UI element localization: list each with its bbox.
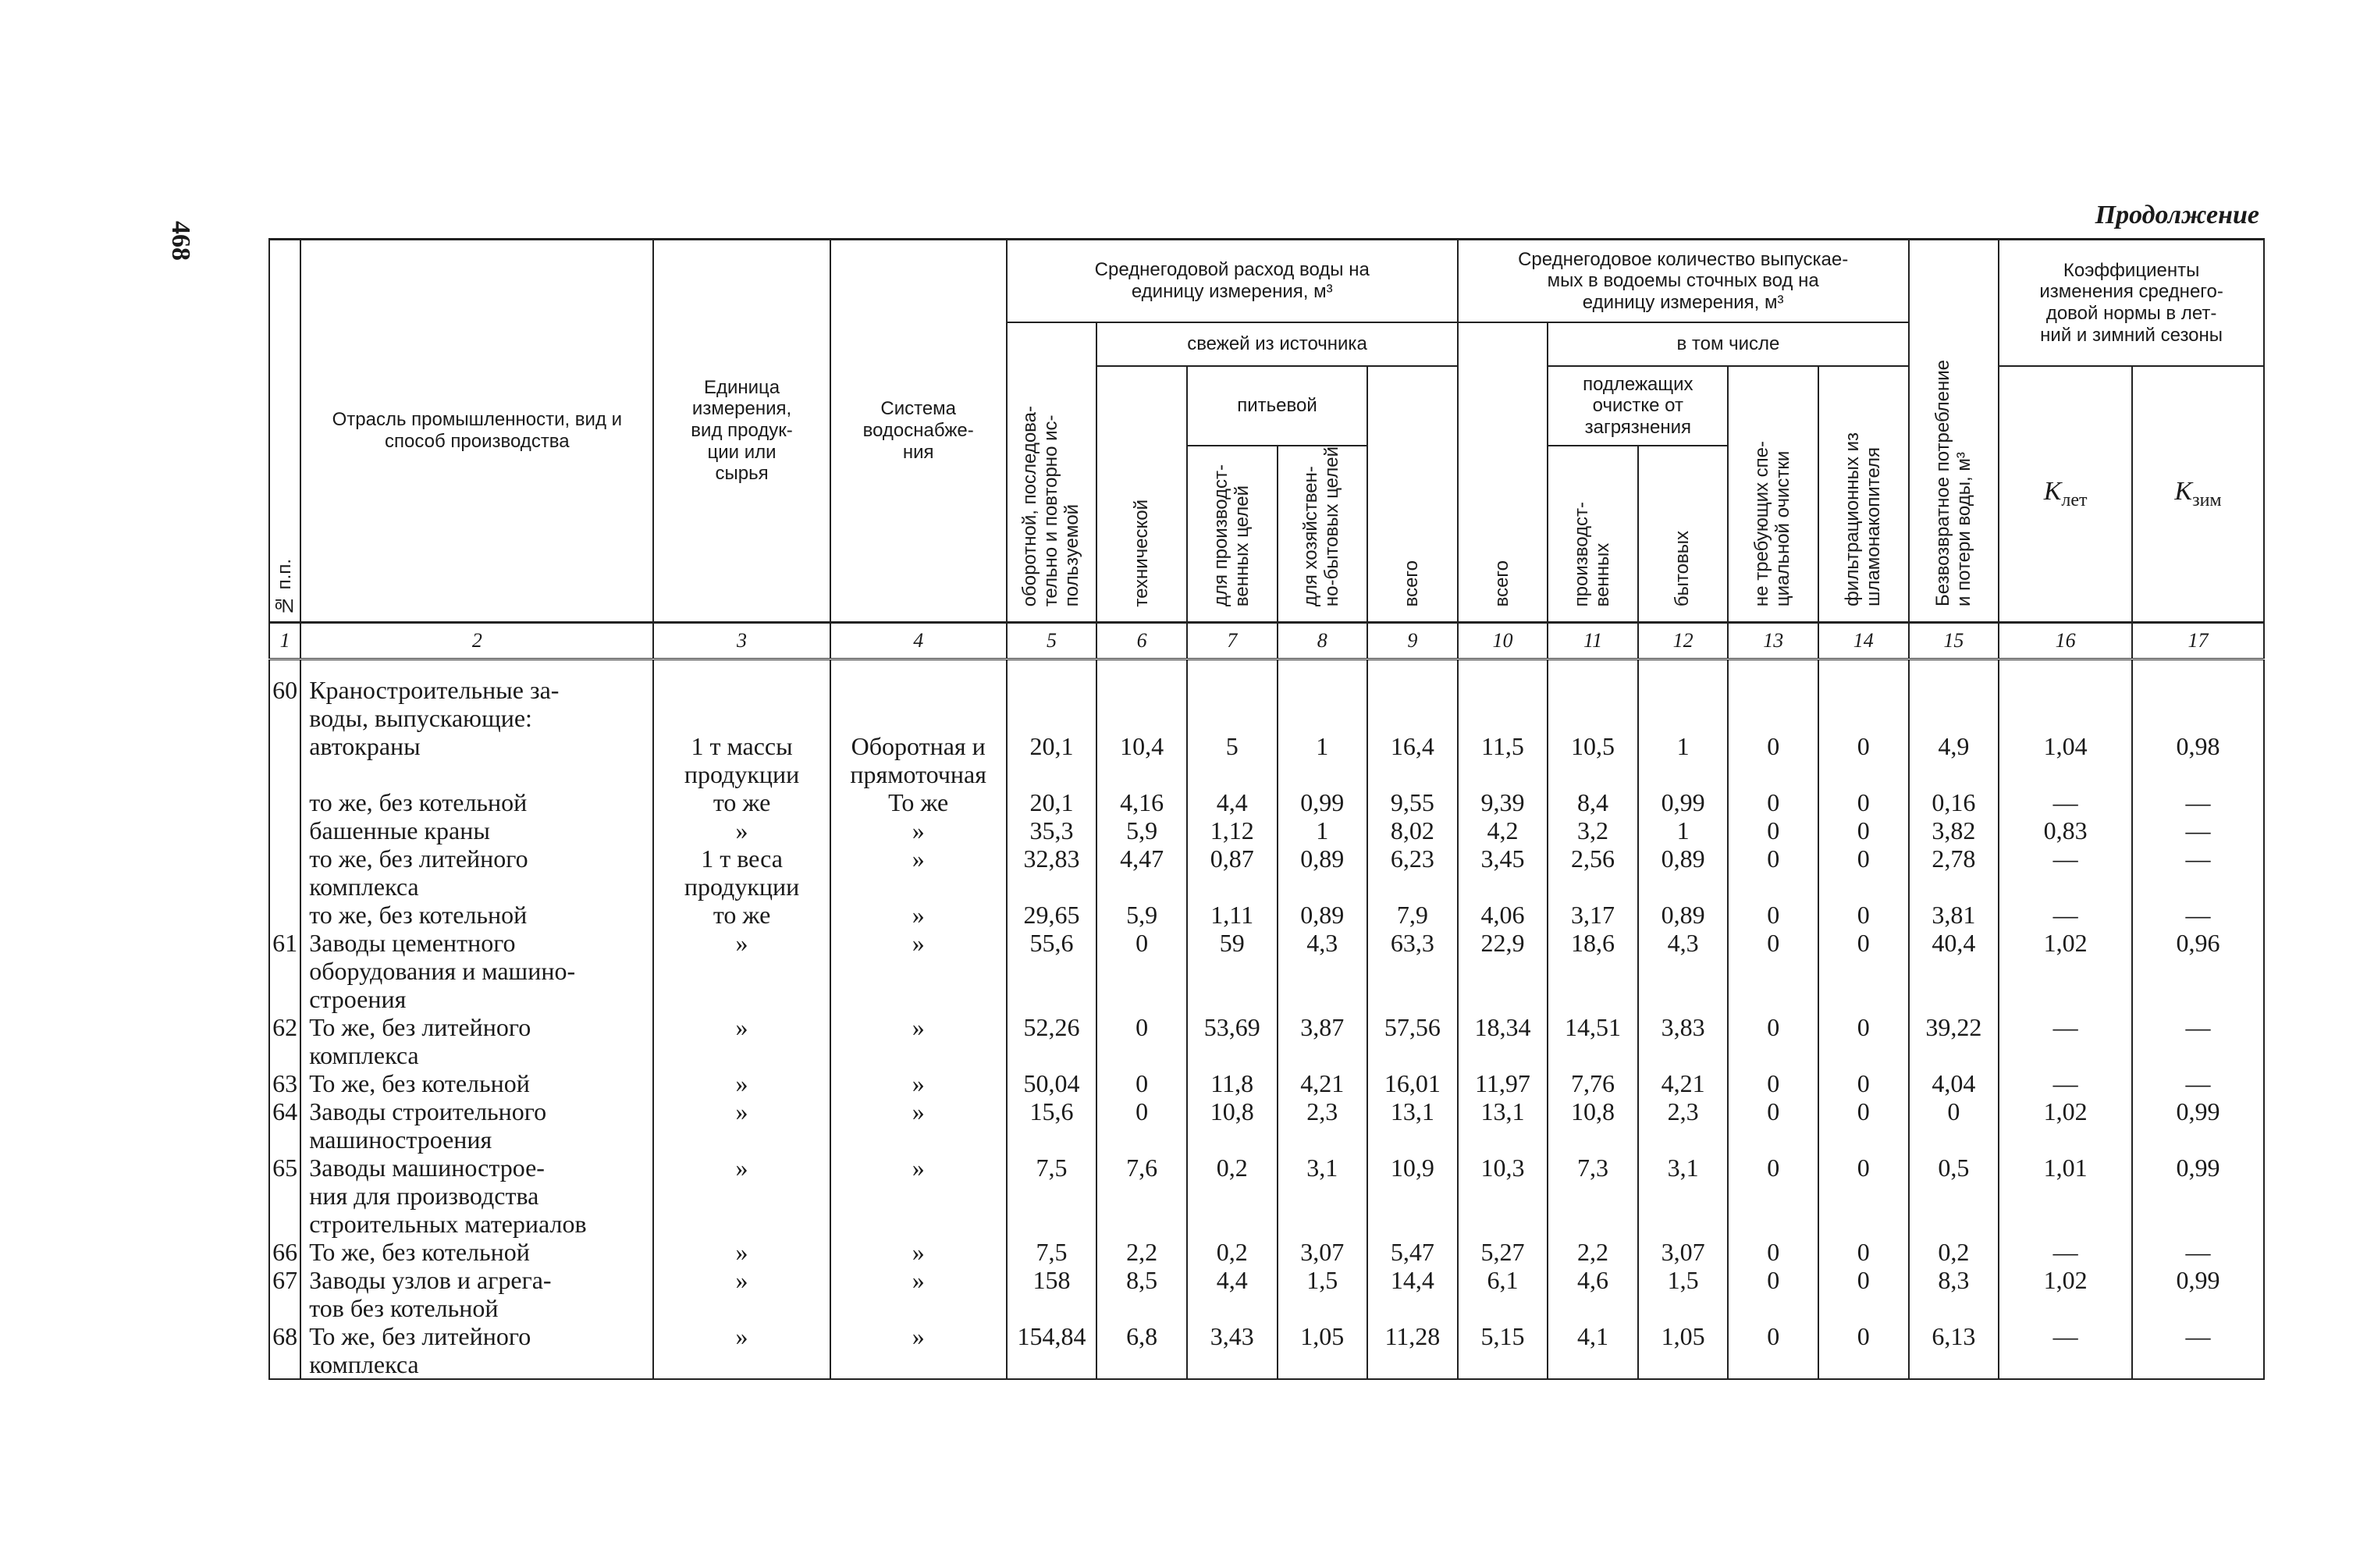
- row-number-cell: 65: [269, 1154, 300, 1238]
- row-number-cell: [269, 788, 300, 929]
- value-cell: 53,69: [1187, 1013, 1278, 1069]
- header-unit: Единица измерения, вид продук- ции или сырья: [653, 240, 830, 623]
- value-cell: 0,2: [1909, 1238, 1999, 1266]
- header-water-system: Система водоснабже- ния: [830, 240, 1007, 623]
- system-cell: »: [830, 1238, 1007, 1266]
- value-cell: 0: [1818, 1322, 1909, 1379]
- header-group-discharge: Среднегодовое количество выпускае- мых в водоемы сточных вод на единицу измерения, м³: [1458, 240, 1909, 323]
- value-cell: 0: [1728, 659, 1818, 788]
- column-number: 11: [1548, 622, 1638, 659]
- value-cell: 3,83: [1638, 1013, 1729, 1069]
- unit-cell: »: [653, 1322, 830, 1379]
- value-cell: 0,99 1 0,89 0,89: [1638, 788, 1729, 929]
- value-cell: 6,1: [1458, 1266, 1548, 1322]
- value-cell: 1,5: [1638, 1266, 1729, 1322]
- value-cell: 0: [1728, 1238, 1818, 1266]
- value-cell: 20,1: [1007, 659, 1097, 788]
- row-number-cell: 66: [269, 1238, 300, 1266]
- header-group-treatment: подлежащих очистке от загрязнения: [1548, 366, 1728, 446]
- value-cell: 0: [1818, 659, 1909, 788]
- industry-cell: То же, без литейного комплекса: [300, 1322, 653, 1379]
- value-cell: 0: [1728, 1154, 1818, 1238]
- industry-cell: Заводы узлов и агрега- тов без котельной: [300, 1266, 653, 1322]
- table-row: [269, 1154, 2264, 1238]
- value-cell: 154,84: [1007, 1322, 1097, 1379]
- value-cell: 59: [1187, 929, 1278, 1013]
- value-cell: 0,16 3,82 2,78 3,81: [1909, 788, 1999, 929]
- system-cell: »: [830, 1322, 1007, 1379]
- value-cell: 0: [1096, 1097, 1187, 1154]
- value-cell: 3,87: [1278, 1013, 1368, 1069]
- value-cell: 3,07: [1638, 1238, 1729, 1266]
- header-industry: Отрасль промышленности, вид и способ производства: [300, 240, 653, 623]
- value-cell: 57,56: [1367, 1013, 1458, 1069]
- value-cell: 13,1: [1367, 1097, 1458, 1154]
- value-cell: 1,05: [1638, 1322, 1729, 1379]
- column-number: 5: [1007, 622, 1097, 659]
- value-cell: 7,5: [1007, 1154, 1097, 1238]
- header-treatment-production: производст- венных: [1548, 446, 1638, 622]
- value-cell: 20,1 35,3 32,83 29,65: [1007, 788, 1097, 929]
- column-number: 17: [2132, 622, 2264, 659]
- value-cell: 8,3: [1909, 1266, 1999, 1322]
- value-cell: 11,28: [1367, 1322, 1458, 1379]
- value-cell: 4,3: [1638, 929, 1729, 1013]
- table-row: [269, 1238, 2264, 1266]
- value-cell: 4,1: [1548, 1322, 1638, 1379]
- value-cell: 0: [1909, 1097, 1999, 1154]
- value-cell: 1,02: [1999, 1266, 2132, 1322]
- value-cell: 4,04: [1909, 1069, 1999, 1097]
- value-cell: 0,99: [2132, 1154, 2264, 1238]
- value-cell: 0: [1818, 1013, 1909, 1069]
- column-number: 1: [269, 622, 300, 659]
- value-cell: 0 0 0 0: [1818, 788, 1909, 929]
- value-cell: 5: [1187, 659, 1278, 788]
- industry-cell: То же, без литейного комплекса: [300, 1013, 653, 1069]
- column-number: 16: [1999, 622, 2132, 659]
- value-cell: 0: [1728, 1069, 1818, 1097]
- row-number-cell: 62: [269, 1013, 300, 1069]
- value-cell: 52,26: [1007, 1013, 1097, 1069]
- table-row: [269, 1013, 2264, 1069]
- value-cell: 0: [1096, 1069, 1187, 1097]
- value-cell: 1: [1638, 659, 1729, 788]
- header-group-including: в том числе: [1548, 322, 1908, 366]
- value-cell: 18,34: [1458, 1013, 1548, 1069]
- column-number: 10: [1458, 622, 1548, 659]
- system-cell: »: [830, 1097, 1007, 1154]
- column-number: 4: [830, 622, 1007, 659]
- system-cell: То же » » »: [830, 788, 1007, 929]
- header-group-coefficients: Коэффициенты изменения среднего- довой нормы в лет- ний и зимний сезоны: [1999, 240, 2264, 367]
- value-cell: 0: [1818, 1154, 1909, 1238]
- system-cell: »: [830, 1154, 1007, 1238]
- column-number: 8: [1278, 622, 1368, 659]
- column-number: 13: [1728, 622, 1818, 659]
- column-number: 15: [1909, 622, 1999, 659]
- header-filtration: фильтрационных из шламонакопителя: [1818, 366, 1909, 622]
- value-cell: 10,9: [1367, 1154, 1458, 1238]
- value-cell: 22,9: [1458, 929, 1548, 1013]
- value-cell: 0,98: [2132, 659, 2264, 788]
- value-cell: 14,51: [1548, 1013, 1638, 1069]
- value-cell: 11,97: [1458, 1069, 1548, 1097]
- value-cell: 10,8: [1548, 1097, 1638, 1154]
- continuation-label: Продолжение: [2095, 201, 2259, 229]
- value-cell: 1,02: [1999, 1097, 2132, 1154]
- value-cell: 0: [1818, 1097, 1909, 1154]
- column-number: 3: [653, 622, 830, 659]
- value-cell: 0: [1728, 1097, 1818, 1154]
- unit-cell: 1 т массы продукции: [653, 659, 830, 788]
- unit-cell: »: [653, 1266, 830, 1322]
- table-row: [269, 1097, 2264, 1154]
- value-cell: 5,15: [1458, 1322, 1548, 1379]
- value-cell: 50,04: [1007, 1069, 1097, 1097]
- value-cell: 16,01: [1367, 1069, 1458, 1097]
- value-cell: 0: [1728, 1013, 1818, 1069]
- value-cell: 1,5: [1278, 1266, 1368, 1322]
- value-cell: 0: [1728, 1322, 1818, 1379]
- industry-cell: Краностроительные за- воды, выпускающие: автокраны: [300, 659, 653, 788]
- value-cell: 0,5: [1909, 1154, 1999, 1238]
- industry-cell: Заводы цементного оборудования и машино- строения: [300, 929, 653, 1013]
- value-cell: 0,99: [2132, 1097, 2264, 1154]
- value-cell: —: [2132, 1013, 2264, 1069]
- value-cell: 0: [1818, 929, 1909, 1013]
- column-number-row: [269, 622, 2264, 659]
- value-cell: 4,16 5,9 4,47 5,9: [1096, 788, 1187, 929]
- header-fresh-total: всего: [1367, 366, 1458, 622]
- value-cell: 3,1: [1278, 1154, 1368, 1238]
- value-cell: 14,4: [1367, 1266, 1458, 1322]
- value-cell: 2,3: [1638, 1097, 1729, 1154]
- value-cell: — — — —: [2132, 788, 2264, 929]
- header-potable-household: для хозяйствен- но-бытовых целей: [1278, 446, 1368, 622]
- value-cell: 1: [1278, 659, 1368, 788]
- system-cell: »: [830, 1013, 1007, 1069]
- industry-cell: Заводы строительного машиностроения: [300, 1097, 653, 1154]
- row-number-cell: 67: [269, 1266, 300, 1322]
- page-number: 468: [166, 221, 195, 261]
- value-cell: 0 0 0 0: [1728, 788, 1818, 929]
- value-cell: 3,07: [1278, 1238, 1368, 1266]
- unit-cell: »: [653, 1238, 830, 1266]
- value-cell: 18,6: [1548, 929, 1638, 1013]
- value-cell: 1,04: [1999, 659, 2132, 788]
- industry-cell: то же, без котельной башенные краны то же, без литейного комплекса то же, без котельной: [300, 788, 653, 929]
- value-cell: 5,47: [1367, 1238, 1458, 1266]
- value-cell: 11,8: [1187, 1069, 1278, 1097]
- value-cell: 10,5: [1548, 659, 1638, 788]
- header-treatment-household: бытовых: [1638, 446, 1729, 622]
- value-cell: 4,21: [1638, 1069, 1729, 1097]
- header-group-fresh: свежей из источника: [1096, 322, 1457, 366]
- value-cell: 4,4: [1187, 1266, 1278, 1322]
- value-cell: 2,2: [1096, 1238, 1187, 1266]
- header-k-summer: $K_{лет}$: [1999, 366, 2132, 622]
- value-cell: 0,2: [1187, 1154, 1278, 1238]
- value-cell: —: [2132, 1238, 2264, 1266]
- value-cell: 1,05: [1278, 1322, 1368, 1379]
- value-cell: 4,6: [1548, 1266, 1638, 1322]
- value-cell: 13,1: [1458, 1097, 1548, 1154]
- value-cell: —: [1999, 1069, 2132, 1097]
- header-potable-production: для производст- венных целей: [1187, 446, 1278, 622]
- header-discharge-total: всего: [1458, 322, 1548, 622]
- header-group-potable: питьевой: [1187, 366, 1367, 446]
- value-cell: 4,3: [1278, 929, 1368, 1013]
- column-number: 2: [300, 622, 653, 659]
- unit-cell: »: [653, 1154, 830, 1238]
- table-row: [269, 788, 2264, 929]
- value-cell: 0,2: [1187, 1238, 1278, 1266]
- value-cell: 7,3: [1548, 1154, 1638, 1238]
- value-cell: 6,13: [1909, 1322, 1999, 1379]
- table-row: [269, 1322, 2264, 1379]
- value-cell: 3,43: [1187, 1322, 1278, 1379]
- header-irrecoverable-loss: Безвозвратное потребление и потери воды, м³: [1909, 240, 1999, 623]
- value-cell: —: [1999, 1013, 2132, 1069]
- value-cell: 0,99 1 0,89 0,89: [1278, 788, 1368, 929]
- table-row: [269, 659, 2264, 788]
- value-cell: 10,8: [1187, 1097, 1278, 1154]
- column-number: 6: [1096, 622, 1187, 659]
- table-body: [269, 659, 2264, 1379]
- value-cell: 6,8: [1096, 1322, 1187, 1379]
- header-recycled: оборотной, последова- тельно и повторно ис- пользуемой: [1007, 322, 1097, 622]
- value-cell: 10,3: [1458, 1154, 1548, 1238]
- value-cell: 5,27: [1458, 1238, 1548, 1266]
- system-cell: »: [830, 929, 1007, 1013]
- value-cell: 10,4: [1096, 659, 1187, 788]
- unit-cell: то же » 1 т веса продукции то же: [653, 788, 830, 929]
- header-row-number: № п.п.: [269, 240, 300, 623]
- value-cell: 4,21: [1278, 1069, 1368, 1097]
- value-cell: 0: [1818, 1266, 1909, 1322]
- value-cell: 8,4 3,2 2,56 3,17: [1548, 788, 1638, 929]
- unit-cell: »: [653, 1097, 830, 1154]
- value-cell: 3,1: [1638, 1154, 1729, 1238]
- industry-cell: То же, без котельной: [300, 1069, 653, 1097]
- value-cell: 1,02: [1999, 929, 2132, 1013]
- value-cell: 0,99: [2132, 1266, 2264, 1322]
- value-cell: 0: [1728, 929, 1818, 1013]
- value-cell: 0: [1096, 1013, 1187, 1069]
- system-cell: »: [830, 1266, 1007, 1322]
- value-cell: 8,5: [1096, 1266, 1187, 1322]
- value-cell: 7,6: [1096, 1154, 1187, 1238]
- value-cell: —: [2132, 1322, 2264, 1379]
- column-number: 9: [1367, 622, 1458, 659]
- row-number-cell: 61: [269, 929, 300, 1013]
- water-norms-table: [268, 238, 2265, 1380]
- unit-cell: »: [653, 1069, 830, 1097]
- value-cell: 7,76: [1548, 1069, 1638, 1097]
- value-cell: 9,39 4,2 3,45 4,06: [1458, 788, 1548, 929]
- row-number-cell: 60: [269, 659, 300, 788]
- value-cell: —: [2132, 1069, 2264, 1097]
- value-cell: 16,4: [1367, 659, 1458, 788]
- row-number-cell: 68: [269, 1322, 300, 1379]
- industry-cell: То же, без котельной: [300, 1238, 653, 1266]
- value-cell: 55,6: [1007, 929, 1097, 1013]
- table-row: [269, 1069, 2264, 1097]
- value-cell: 0: [1818, 1238, 1909, 1266]
- value-cell: 63,3: [1367, 929, 1458, 1013]
- unit-cell: »: [653, 1013, 830, 1069]
- value-cell: 0,96: [2132, 929, 2264, 1013]
- value-cell: 2,3: [1278, 1097, 1368, 1154]
- value-cell: 158: [1007, 1266, 1097, 1322]
- row-number-cell: 63: [269, 1069, 300, 1097]
- column-number: 7: [1187, 622, 1278, 659]
- column-number: 14: [1818, 622, 1909, 659]
- value-cell: 0: [1728, 1266, 1818, 1322]
- table-row: [269, 1266, 2264, 1322]
- value-cell: 7,5: [1007, 1238, 1097, 1266]
- value-cell: — 0,83 — —: [1999, 788, 2132, 929]
- system-cell: Оборотная и прямоточная: [830, 659, 1007, 788]
- value-cell: 11,5: [1458, 659, 1548, 788]
- header-no-treatment: не требующих спе- циальной очистки: [1728, 366, 1818, 622]
- value-cell: 0: [1096, 929, 1187, 1013]
- unit-cell: »: [653, 929, 830, 1013]
- value-cell: —: [1999, 1322, 2132, 1379]
- system-cell: »: [830, 1069, 1007, 1097]
- header-technical: технической: [1096, 366, 1187, 622]
- value-cell: 1,01: [1999, 1154, 2132, 1238]
- value-cell: 4,4 1,12 0,87 1,11: [1187, 788, 1278, 929]
- value-cell: 39,22: [1909, 1013, 1999, 1069]
- header-k-winter: $K_{зим}$: [2132, 366, 2264, 622]
- value-cell: 0: [1818, 1069, 1909, 1097]
- value-cell: 9,55 8,02 6,23 7,9: [1367, 788, 1458, 929]
- column-number: 12: [1638, 622, 1729, 659]
- row-number-cell: 64: [269, 1097, 300, 1154]
- value-cell: 4,9: [1909, 659, 1999, 788]
- table-row: [269, 929, 2264, 1013]
- industry-cell: Заводы машинострое- ния для производства строительных материалов: [300, 1154, 653, 1238]
- header-group-consumption: Среднегодовой расход воды на единицу измерения, м³: [1007, 240, 1458, 323]
- value-cell: —: [1999, 1238, 2132, 1266]
- value-cell: 2,2: [1548, 1238, 1638, 1266]
- value-cell: 15,6: [1007, 1097, 1097, 1154]
- value-cell: 40,4: [1909, 929, 1999, 1013]
